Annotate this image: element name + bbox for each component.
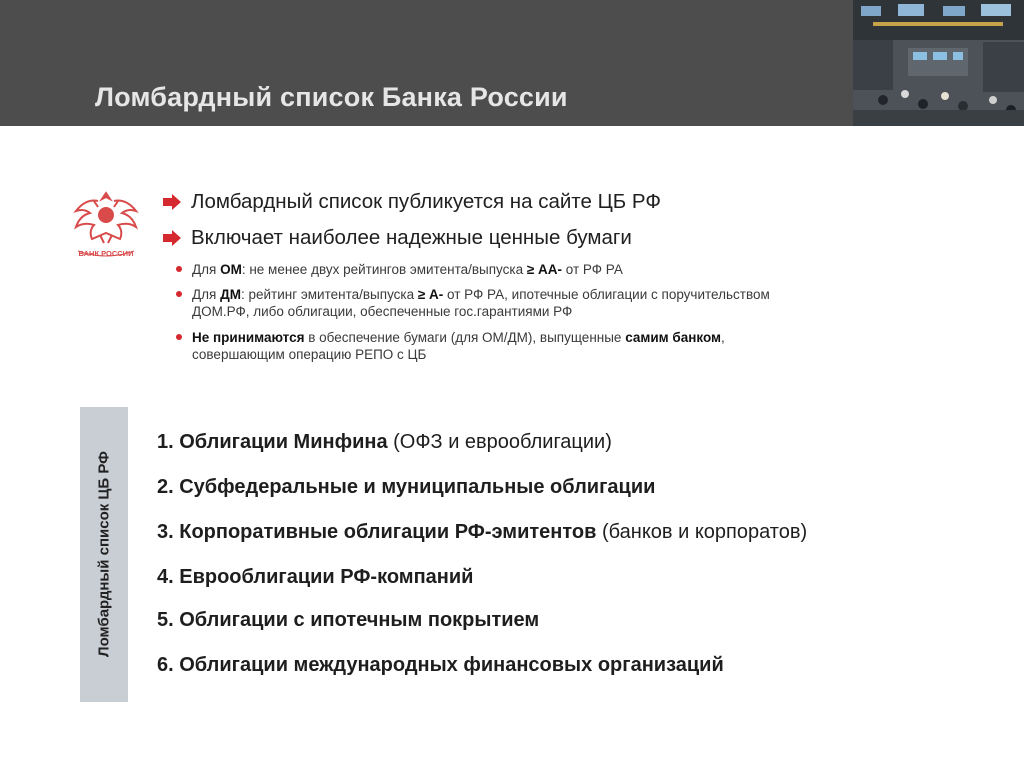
slide-header xyxy=(0,0,1024,126)
sub-bullet-exclusion: Не принимаются в обеспечение бумаги (для ОМ/ДМ), выпущенные самим банком, совершающим операцию РЕПО с ЦБ xyxy=(192,329,725,363)
list-item: 5. Облигации с ипотечным покрытием xyxy=(157,609,540,631)
bullet-reliable xyxy=(163,226,632,250)
sub-bullet-om: Для ОМ: не менее двух рейтингов эмитента/выпуска ≥ АА- от РФ РА xyxy=(192,261,623,278)
bullet-dot-icon xyxy=(176,266,182,272)
sub-bullet-dm: Для ДМ: рейтинг эмитента/выпуска ≥ А- от РФ РА, ипотечные облигации с поручительством ДОМ.РФ, либо облигации, обеспеченные гос.гарантиями РФ xyxy=(192,286,770,320)
sidebar-label-box xyxy=(80,407,128,702)
bullet-dot-icon xyxy=(176,291,182,297)
list-item: 4. Еврооблигации РФ-компаний xyxy=(157,566,474,588)
list-item: 6. Облигации международных финансовых организаций xyxy=(157,654,724,676)
slide-title: Ломбардный список Банка России xyxy=(95,82,568,112)
red-arrow-icon xyxy=(163,194,181,210)
list-item: 3. Корпоративные облигации РФ-эмитентов (банков и корпоратов) xyxy=(157,521,808,543)
sidebar-label: Ломбардный список ЦБ РФ xyxy=(95,451,113,657)
list-item: 1. Облигации Минфина (ОФЗ и еврооблигации) xyxy=(157,431,612,453)
bank-of-russia-emblem-icon xyxy=(68,183,144,259)
bullet-published xyxy=(163,190,661,214)
red-arrow-icon xyxy=(163,230,181,246)
bullet-dot-icon xyxy=(176,334,182,340)
trading-floor-photo xyxy=(853,0,1024,126)
bullet-text: Включает наиболее надежные ценные бумаги xyxy=(191,226,632,249)
bullet-text: Ломбардный список публикуется на сайте ЦБ РФ xyxy=(191,190,661,213)
emblem-caption: БАНК РОССИИ xyxy=(78,249,134,258)
list-item: 2. Субфедеральные и муниципальные облигации xyxy=(157,476,656,498)
